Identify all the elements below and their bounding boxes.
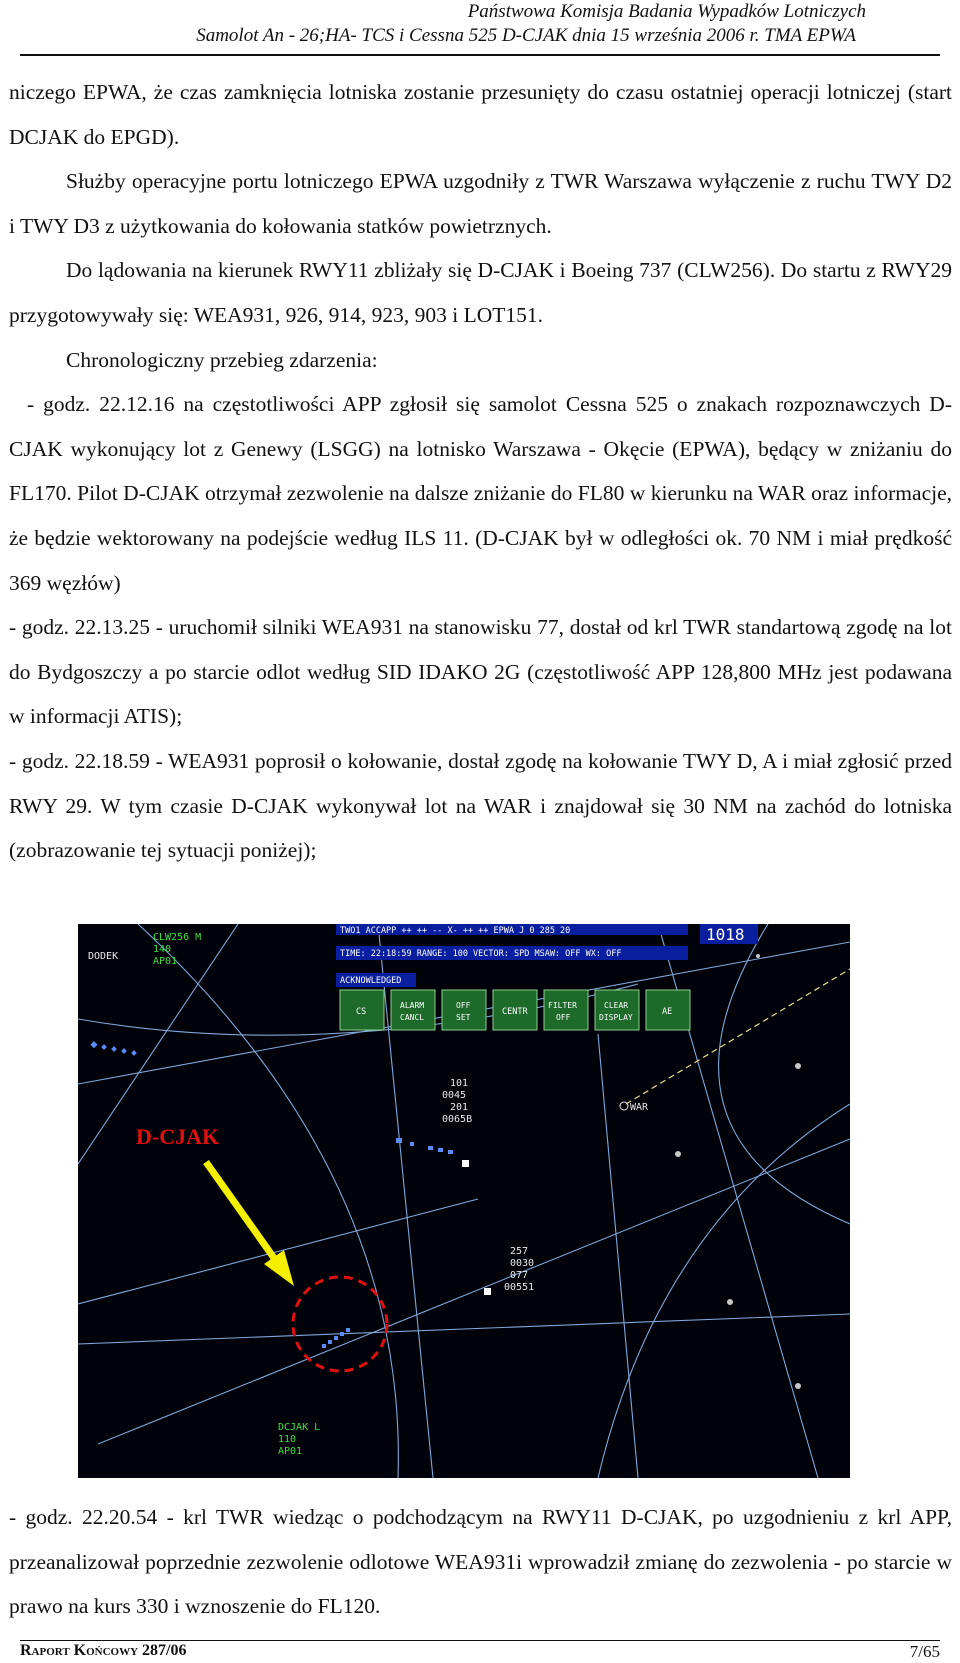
button-label: CLEAR	[604, 1001, 629, 1010]
button-label: CS	[356, 1007, 367, 1017]
header-subject: Samolot An - 26;HA- TCS i Cessna 525 D-CJAK dnia 15 września 2006 r. TMA EPWA	[196, 25, 856, 46]
top-bar-text: TWO1 ACCAPP ++ ++ -- X- ++ ++ EPWA J 0 285 20	[340, 926, 571, 936]
track-101-line: 0045	[442, 1090, 467, 1101]
track-101-tag: 101	[450, 1078, 469, 1089]
button-label: DISPLAY	[599, 1013, 633, 1022]
header-commission: Państwowa Komisja Badania Wypadków Lotniczych	[467, 1, 866, 22]
track-257-line: 0030	[510, 1258, 535, 1269]
track-101-symbol	[462, 1160, 469, 1167]
track-101-line: 0065B	[442, 1114, 473, 1125]
paragraph: - godz. 22.18.59 - WEA931 poprosił o kołowanie, dostał zgodę na kołowanie TWY D, A i miał zgłosić przed RWY 29. W tym czasie D-CJAK wykonywał lot na WAR i znajdował się 30 NM na zachód do lotniska (zobrazowanie tej sytuacji poniżej);	[9, 748, 952, 863]
button-label: OFF	[556, 1013, 571, 1022]
status-bar-text: TIME: 22:18:59 RANGE: 100 VECTOR: SPD MSAW: OFF WX: OFF	[340, 949, 622, 959]
button-label: CANCL	[400, 1013, 425, 1022]
button-off-set[interactable]	[442, 990, 486, 1030]
dcjak-level: 110	[278, 1434, 297, 1445]
ack-text: ACKNOWLEDGED	[340, 976, 402, 986]
waypoint-dodek-label: DODEK	[88, 951, 119, 962]
button-label: FILTER	[548, 1001, 577, 1010]
ground-markers	[675, 954, 801, 1389]
clw256-route: AP01	[153, 956, 178, 967]
dcjak-route: AP01	[278, 1446, 303, 1457]
header-rule	[20, 54, 940, 56]
paragraph: Służby operacyjne portu lotniczego EPWA uzgodniły z TWR Warszawa wyłączenie z ruchu TWY D2 i TWY D3 z użytkowania do kołowania statków powietrznych.	[9, 169, 952, 238]
button-clear-display[interactable]	[595, 990, 639, 1030]
report-id: Raport Końcowy 287/06	[20, 1642, 187, 1659]
paragraph: - godz. 22.12.16 na częstotliwości APP zgłosił się samolot Cessna 525 o znakach rozpoznawczych D-CJAK wykonujący lot z Genewy (LSGG) na lotnisko Warszawa - Okęcie (EPWA), będący w zniżaniu do FL170. Pilot D-CJAK otrzymał zezwolenie na dalsze zniżanie do FL80 w kierunku na WAR oraz informacje, że będzie wektorowany na podejście według ILS 11. (D-CJAK był w odległości ok. 70 NM i miał prędkość 369 węzłów)	[9, 392, 952, 595]
button-label: CENTR	[502, 1007, 528, 1017]
button-label: SET	[456, 1013, 471, 1022]
track-257-line: 00551	[504, 1282, 535, 1293]
track-257-tag: 257	[510, 1246, 529, 1257]
report-body-continued	[9, 1495, 952, 1629]
footer-rule	[20, 1640, 940, 1641]
button-label: AE	[662, 1007, 673, 1017]
war-beacon-icon	[620, 1102, 628, 1110]
target-trail	[396, 1138, 453, 1154]
paragraph: - godz. 22.13.25 - uruchomił silniki WEA931 na stanowisku 77, dostał od krl TWR standartową zgodę na lot do Bydgoszczy a po starcie odlot według SID IDAKO 2G (częstotliwość APP 128,800 MHz jest podawana w informacji ATIS);	[9, 615, 952, 729]
radar-display	[78, 924, 850, 1478]
page-number: 7/65	[909, 1642, 940, 1661]
button-filter-off[interactable]	[544, 990, 588, 1030]
dcjak-annotation: D-CJAK	[136, 1124, 220, 1149]
paragraph: Do lądowania na kierunek RWY11 zbliżały się D-CJAK i Boeing 737 (CLW256). Do startu z RWY29 przygotowywały się: WEA931, 926, 914, 923, 903 i LOT151.	[9, 258, 952, 327]
highlight-arrow	[206, 1162, 274, 1258]
button-label: ALARM	[400, 1001, 425, 1010]
dcjak-trail	[322, 1328, 350, 1348]
radar-buttons	[340, 990, 690, 1030]
paragraph: niczego EPWA, że czas zamknięcia lotniska zostanie przesunięty do czasu ostatniej operacji lotniczej (start DCJAK do EPGD).	[9, 80, 952, 149]
clw256-tag: CLW256 M	[153, 932, 202, 943]
war-beacon-label: WAR	[630, 1102, 649, 1113]
radar-screenshot	[78, 924, 850, 1478]
button-alarm-cancl[interactable]	[391, 990, 435, 1030]
highlight-circle	[293, 1277, 387, 1371]
target-trail	[90, 1041, 136, 1056]
track-257-line: 077	[510, 1270, 529, 1281]
dcjak-tag: DCJAK L	[278, 1422, 321, 1433]
track-101-line: 201	[450, 1102, 469, 1113]
dashed-route	[626, 969, 850, 1104]
track-257-symbol	[484, 1288, 491, 1295]
paragraph: Chronologiczny przebieg zdarzenia:	[66, 347, 378, 372]
clock-readout: 1018	[706, 925, 745, 944]
paragraph: - godz. 22.20.54 - krl TWR wiedząc o podchodzącym na RWY11 D-CJAK, po uzgodnieniu z krl APP, przeanalizował poprzednie zezwolenie odlotowe WEA931i wprowadził zmianę do zezwolenia - po starcie w prawo na kurs 330 i wznoszenie do FL120.	[9, 1505, 952, 1619]
button-label: OFF	[456, 1001, 471, 1010]
report-body	[9, 70, 952, 873]
clw256-level: 140	[153, 944, 172, 955]
